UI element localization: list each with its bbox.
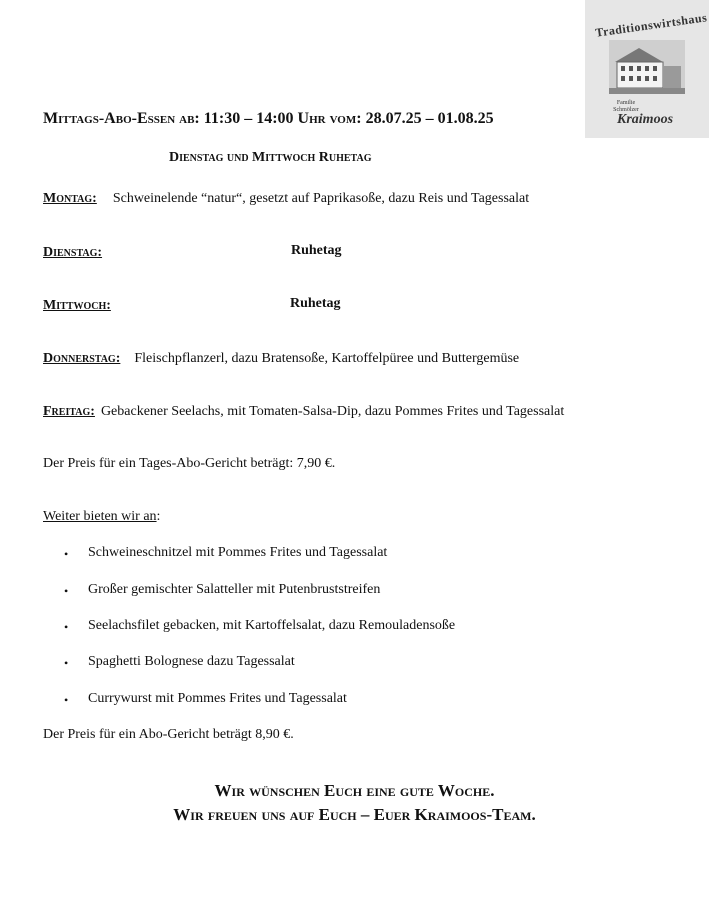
logo-arc-text: Traditionswirtshaus	[594, 10, 708, 40]
bullet: •	[64, 620, 69, 634]
day-monday	[43, 189, 529, 207]
day-label: Montag:	[43, 191, 97, 206]
day-label: Freitag:	[43, 404, 95, 419]
inn-building-icon	[609, 40, 685, 94]
daily-price-note: Der Preis für ein Tages-Abo-Gericht beträgt: 7,90 €.	[43, 456, 336, 471]
day-label: Donnerstag:	[43, 351, 121, 366]
day-thursday	[43, 349, 519, 367]
extras-heading	[43, 509, 160, 525]
day-dish: Fleischpflanzerl, dazu Bratensoße, Kartoffelpüree und Buttergemüse	[134, 351, 520, 366]
logo-small-text: Familie Schmölzer	[613, 100, 639, 113]
day-tuesday	[43, 243, 102, 261]
list-item	[64, 691, 347, 709]
day-label: Mittwoch:	[43, 298, 111, 313]
extra-dish: Schweineschnitzel mit Pommes Frites und Tagessalat	[88, 545, 388, 560]
list-item	[64, 545, 388, 563]
bullet: •	[64, 693, 69, 707]
day-dish: Gebackener Seelachs, mit Tomaten-Salsa-Dip, dazu Pommes Frites und Tagessalat	[100, 404, 565, 419]
extra-dish: Currywurst mit Pommes Frites und Tagessalat	[88, 691, 347, 706]
list-item	[64, 618, 456, 636]
extras-heading-colon: :	[156, 509, 161, 524]
day-wednesday-closed: Ruhetag	[290, 296, 341, 311]
bullet: •	[64, 584, 69, 598]
list-item	[64, 582, 381, 600]
extra-dish: Spaghetti Bolognese dazu Tagessalat	[88, 654, 295, 669]
abo-price-note: Der Preis für ein Abo-Gericht beträgt 8,90 €.	[43, 727, 294, 742]
closed-days-note: Dienstag und Mittwoch Ruhetag	[169, 150, 372, 165]
day-tuesday-closed: Ruhetag	[291, 243, 342, 258]
extra-dish: Großer gemischter Salatteller mit Putenbruststreifen	[88, 582, 381, 597]
day-friday	[43, 402, 564, 420]
logo-name: Kraimoos	[617, 112, 674, 127]
list-item	[64, 654, 295, 672]
restaurant-logo	[585, 0, 709, 138]
closing-line-1: Wir wünschen Euch eine gute Woche.	[214, 781, 495, 800]
day-wednesday	[43, 296, 111, 314]
day-dish: Schweinelende “natur“, gesetzt auf Paprikasoße, dazu Reis und Tagessalat	[112, 191, 530, 206]
bullet: •	[64, 656, 69, 670]
closing-line-2: Wir freuen uns auf Euch – Euer Kraimoos-Team.	[173, 805, 536, 824]
extra-dish: Seelachsfilet gebacken, mit Kartoffelsalat, dazu Remouladensoße	[88, 618, 456, 633]
bullet: •	[64, 547, 69, 561]
menu-headline: Mittags-Abo-Essen ab: 11:30 – 14:00 Uhr vom: 28.07.25 – 01.08.25	[43, 110, 494, 127]
day-label: Dienstag:	[43, 245, 103, 260]
extras-heading-text: Weiter bieten wir an	[43, 509, 157, 524]
